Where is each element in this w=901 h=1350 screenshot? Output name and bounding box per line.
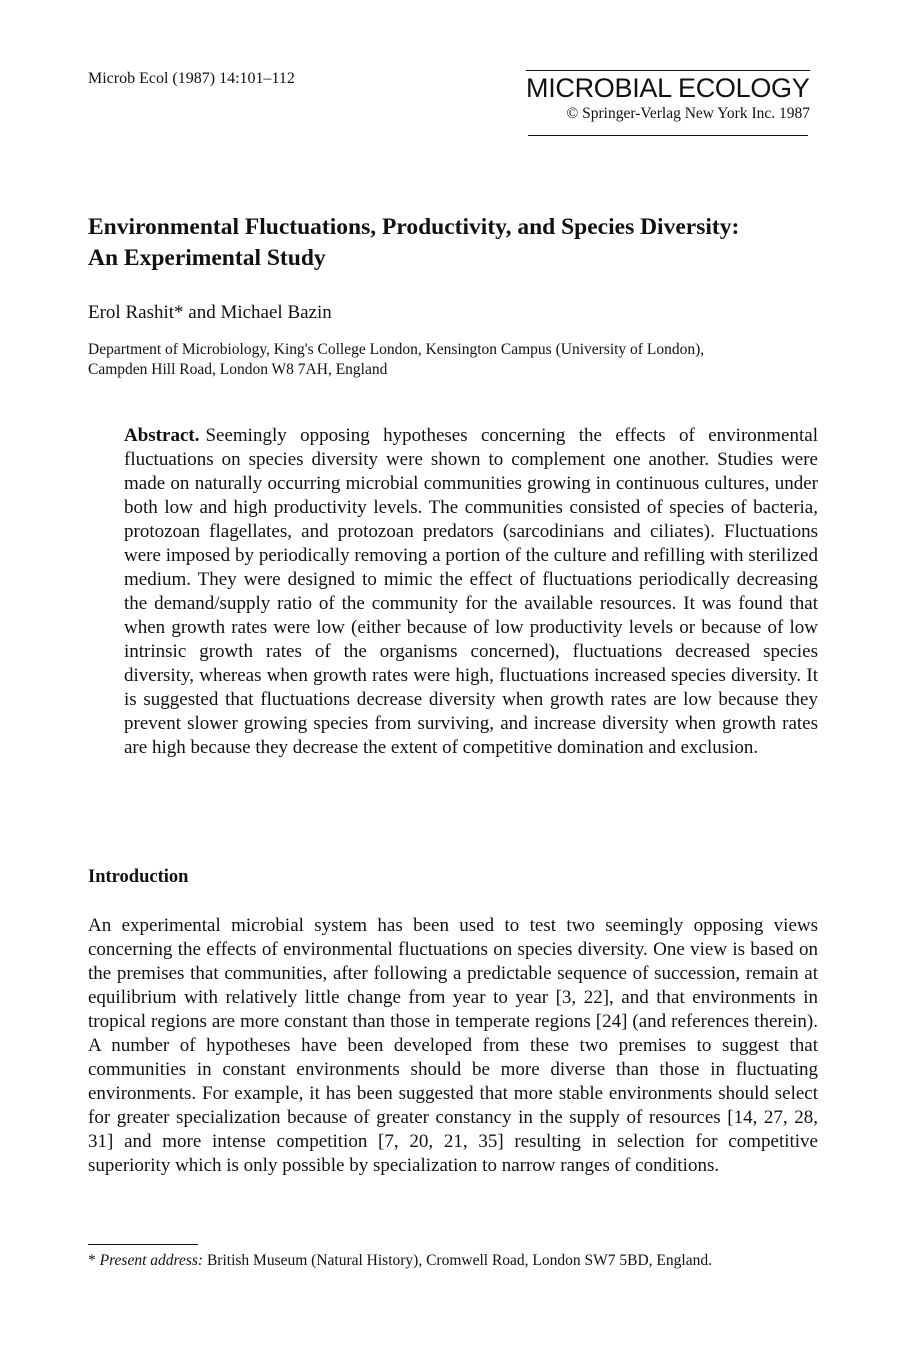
footnote [88,1252,712,1270]
abstract [124,424,818,760]
journal-citation: Microb Ecol (1987) 14:101–112 [88,70,295,87]
affiliation-line-1: Department of Microbiology, King's College London, Kensington Campus (University of London), [88,341,705,358]
article-title-line-2: An Experimental Study [88,245,326,271]
journal-name: MICROBIAL ECOLOGY [526,73,810,103]
article-title-line-1: Environmental Fluctuations, Productivity, and Species Diversity: [88,214,740,240]
affiliation-line-2: Campden Hill Road, London W8 7AH, England [88,361,388,378]
abstract-text: Seemingly opposing hypotheses concerning the effects of environmental fluctuations on species diversity were shown to complement one another. Studies were made on naturally occurring microbial communities growing in continuous cultures, under both low and high productivity levels. The communities consisted of species of bacteria, protozoan flagellates, and protozoan predators (sarcodinians and ciliates). Fluctuations were imposed by periodically removing a portion of the culture and refilling with sterilized medium. They were designed to mimic the effect of fluctuations periodically decreasing the demand/supply ratio of the community for the available resources. It was found that when growth rates were low (either because of low productivity levels or because of low intrinsic growth rates of the organisms concerned), fluctuations decreased species diversity, whereas when growth rates were high, fluctuations increased species diversity. It is suggested that fluctuations decrease diversity when growth rates are low because they prevent slower growing species from surviving, and increase diversity when growth rates are high because they decrease the extent of competitive domination and exclusion. [124,425,818,758]
footnote-marker: * [88,1252,96,1269]
introduction-text: An experimental microbial system has been used to test two seemingly opposing views concerning the effects of environmental fluctuations on species diversity. One view is based on the premises that communities, after following a predictable sequence of succession, remain at equilibrium with relatively little change from year to year [3, 22], and that environments in tropical regions are more constant than those in temperate regions [24] (and references therein). A number of hypotheses have been developed from these two premises to suggest that communities in constant environments should be more diverse than those in fluctuating environments. For example, it has been suggested that more stable environments should select for greater specialization because of greater constancy in the supply of resources [14, 27, 28, 31] and more intense competition [7, 20, 21, 35] resulting in selection for competitive superiority which is only possible by specialization to narrow ranges of conditions. [88,915,818,1176]
author-list: Erol Rashit* and Michael Bazin [88,302,332,323]
masthead-bottom-rule [528,135,808,136]
article-title [88,212,828,274]
abstract-label: Abstract. [124,425,200,446]
masthead-top-rule [526,70,810,71]
introduction-heading: Introduction [88,867,189,887]
author-affiliation [88,340,828,380]
copyright-notice: © Springer-Verlag New York Inc. 1987 [566,105,810,122]
footnote-rule [88,1244,198,1245]
journal-masthead [526,70,810,136]
footnote-label: Present address: [99,1252,204,1269]
footnote-text: British Museum (Natural History), Cromwell Road, London SW7 5BD, England. [206,1252,712,1269]
